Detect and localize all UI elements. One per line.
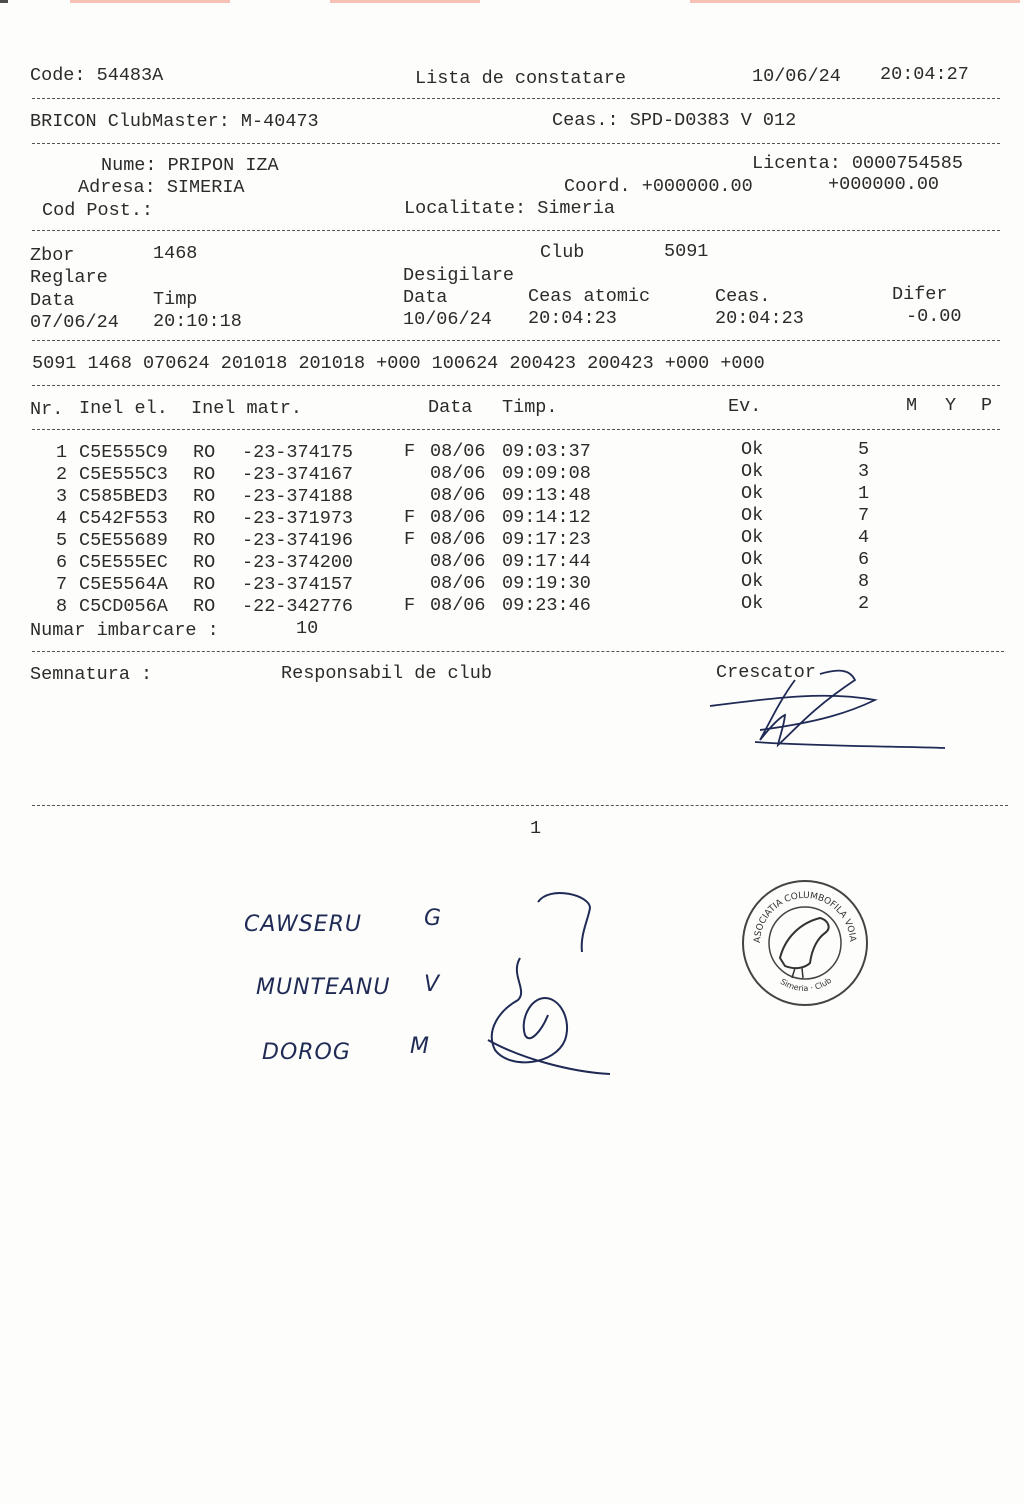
country-code: RO <box>193 552 216 573</box>
rank: 6 <box>858 549 870 570</box>
column-inel-el: Inel el. <box>79 398 168 419</box>
difference-value: -0.00 <box>906 306 962 327</box>
locality: Localitate: Simeria <box>404 198 615 219</box>
rank: 5 <box>858 439 870 460</box>
atomic-clock-time: 20:04:23 <box>528 308 617 329</box>
reglare-time: 20:10:18 <box>153 311 242 332</box>
arrival-time: 09:23:46 <box>502 595 591 616</box>
event-status: Ok <box>741 505 764 526</box>
embark-count: 10 <box>296 618 319 639</box>
row-number: 3 <box>56 486 68 507</box>
clock-label: Ceas.: SPD-D0383 V 012 <box>552 110 797 131</box>
electronic-ring: C5E555C9 <box>79 442 168 463</box>
column-m: M <box>906 395 918 416</box>
column-inel-matr: Inel matr. <box>191 398 303 419</box>
flight-number: 1468 <box>153 243 198 264</box>
rank: 8 <box>858 571 870 592</box>
ring-number: -22-342776 <box>242 596 354 617</box>
ring-number: -23-374157 <box>242 574 354 595</box>
column-ev: Ev. <box>728 396 762 417</box>
electronic-ring: C5CD056A <box>79 596 168 617</box>
reglare-label: Reglare <box>30 267 108 288</box>
row-number: 2 <box>56 464 68 485</box>
club-label: Club <box>540 242 585 263</box>
licence-number: Licenta: 0000754585 <box>752 153 963 174</box>
arrival-date: 08/06 <box>430 551 486 572</box>
country-code: RO <box>193 464 216 485</box>
arrival-time: 09:03:37 <box>502 441 591 462</box>
flag: F <box>404 529 416 550</box>
country-code: RO <box>193 530 216 551</box>
handwritten-name-2: MUNTEANU <box>256 975 391 1000</box>
svg-text:Simeria · Club: Simeria · Club <box>778 975 834 994</box>
country-code: RO <box>193 442 216 463</box>
divider <box>32 429 1000 430</box>
electronic-ring: C5E55689 <box>79 530 168 551</box>
ring-number: -23-374196 <box>242 530 354 551</box>
arrival-date: 08/06 <box>430 529 486 550</box>
divider <box>32 340 1000 341</box>
country-code: RO <box>193 574 216 595</box>
owner-address: Adresa: SIMERIA <box>78 177 245 198</box>
ring-number: -23-374175 <box>242 442 354 463</box>
ring-number: -23-371973 <box>242 508 354 529</box>
divider <box>32 230 1000 231</box>
page-number: 1 <box>530 818 542 839</box>
arrival-time: 09:09:08 <box>502 463 591 484</box>
ring-number: -23-374188 <box>242 486 354 507</box>
event-status: Ok <box>741 527 764 548</box>
column-y: Y <box>945 395 957 416</box>
divider <box>32 805 1008 806</box>
coordinates: Coord. +000000.00 <box>564 176 753 197</box>
clock-header: Ceas. <box>715 286 771 307</box>
arrival-date: 08/06 <box>430 507 486 528</box>
reglare-date: 07/06/24 <box>30 312 119 333</box>
embark-count-label: Numar imbarcare : <box>30 620 219 641</box>
code-label: Code: 54483A <box>30 65 164 86</box>
arrival-time: 09:13:48 <box>502 485 591 506</box>
rank: 4 <box>858 527 870 548</box>
handwritten-initial-2: V <box>424 972 441 997</box>
event-status: Ok <box>741 593 764 614</box>
row-number: 4 <box>56 508 68 529</box>
row-number: 5 <box>56 530 68 551</box>
club-responsible-label: Responsabil de club <box>281 663 492 684</box>
rank: 2 <box>858 593 870 614</box>
system-label: BRICON ClubMaster: M-40473 <box>30 111 319 132</box>
row-number: 6 <box>56 552 68 573</box>
owner-name: Nume: PRIPON IZA <box>101 155 279 176</box>
atomic-clock-header: Ceas atomic <box>528 286 651 307</box>
arrival-date: 08/06 <box>430 573 486 594</box>
arrival-time: 09:17:44 <box>502 551 591 572</box>
difference-header: Difer <box>892 284 948 305</box>
row-number: 7 <box>56 574 68 595</box>
handwritten-signature-marks <box>480 880 620 1080</box>
document-title: Lista de constatare <box>415 68 626 89</box>
arrival-time: 09:17:23 <box>502 529 591 550</box>
event-status: Ok <box>741 571 764 592</box>
country-code: RO <box>193 486 216 507</box>
arrival-time: 09:14:12 <box>502 507 591 528</box>
rank: 1 <box>858 483 870 504</box>
row-number: 1 <box>56 442 68 463</box>
arrival-date: 08/06 <box>430 441 486 462</box>
arrival-date: 08/06 <box>430 595 486 616</box>
coordinates-second: +000000.00 <box>828 174 940 195</box>
flag: F <box>404 595 416 616</box>
country-code: RO <box>193 596 216 617</box>
divider <box>32 143 1000 144</box>
rank: 3 <box>858 461 870 482</box>
flag: F <box>404 441 416 462</box>
reglare-date-header: Data <box>30 290 75 311</box>
divider <box>32 385 1000 386</box>
electronic-ring: C585BED3 <box>79 486 168 507</box>
divider <box>32 651 1004 652</box>
breeder-signature <box>700 660 950 760</box>
stamp-text: ASOCIATIA COLUMBOFILA VOIAJORUL HUNEDOREAN <box>736 871 858 944</box>
club-number: 5091 <box>664 241 709 262</box>
handwritten-name-1: CAWSERU <box>244 912 363 937</box>
arrival-date: 08/06 <box>430 485 486 506</box>
event-status: Ok <box>741 549 764 570</box>
arrival-date: 08/06 <box>430 463 486 484</box>
column-data: Data <box>428 397 473 418</box>
clock-time: 20:04:23 <box>715 308 804 329</box>
electronic-ring: C542F553 <box>79 508 168 529</box>
handwritten-initial-1: G <box>424 906 443 931</box>
arrival-time: 09:19:30 <box>502 573 591 594</box>
signature-label: Semnatura : <box>30 664 153 685</box>
flag: F <box>404 507 416 528</box>
divider <box>32 98 1000 99</box>
club-stamp <box>736 871 870 1008</box>
ring-number: -23-374167 <box>242 464 354 485</box>
electronic-ring: C5E5564A <box>79 574 168 595</box>
electronic-ring: C5E555EC <box>79 552 168 573</box>
event-status: Ok <box>741 461 764 482</box>
electronic-ring: C5E555C3 <box>79 464 168 485</box>
event-status: Ok <box>741 483 764 504</box>
breeder-label: Crescator <box>716 662 816 683</box>
handwritten-initial-3: M <box>410 1034 430 1059</box>
rank: 7 <box>858 505 870 526</box>
event-status: Ok <box>741 439 764 460</box>
row-number: 8 <box>56 596 68 617</box>
flight-label: Zbor <box>30 245 75 266</box>
country-code: RO <box>193 508 216 529</box>
column-timp: Timp. <box>502 397 558 418</box>
print-date: 10/06/24 <box>752 66 841 87</box>
desigilare-date-header: Data <box>403 287 448 308</box>
ring-number: -23-374200 <box>242 552 354 573</box>
column-nr: Nr. <box>30 399 64 420</box>
print-time: 20:04:27 <box>880 64 969 85</box>
desigilare-date: 10/06/24 <box>403 309 492 330</box>
scan-top-edge <box>0 0 1024 3</box>
column-p: P <box>981 395 993 416</box>
handwritten-name-3: DOROG <box>262 1040 351 1065</box>
reglare-time-header: Timp <box>153 289 198 310</box>
desigilare-label: Desigilare <box>403 265 515 286</box>
encoded-summary-line: 5091 1468 070624 201018 201018 +000 100624 200423 200423 +000 +000 <box>32 353 765 374</box>
postal-code-label: Cod Post.: <box>42 200 154 221</box>
